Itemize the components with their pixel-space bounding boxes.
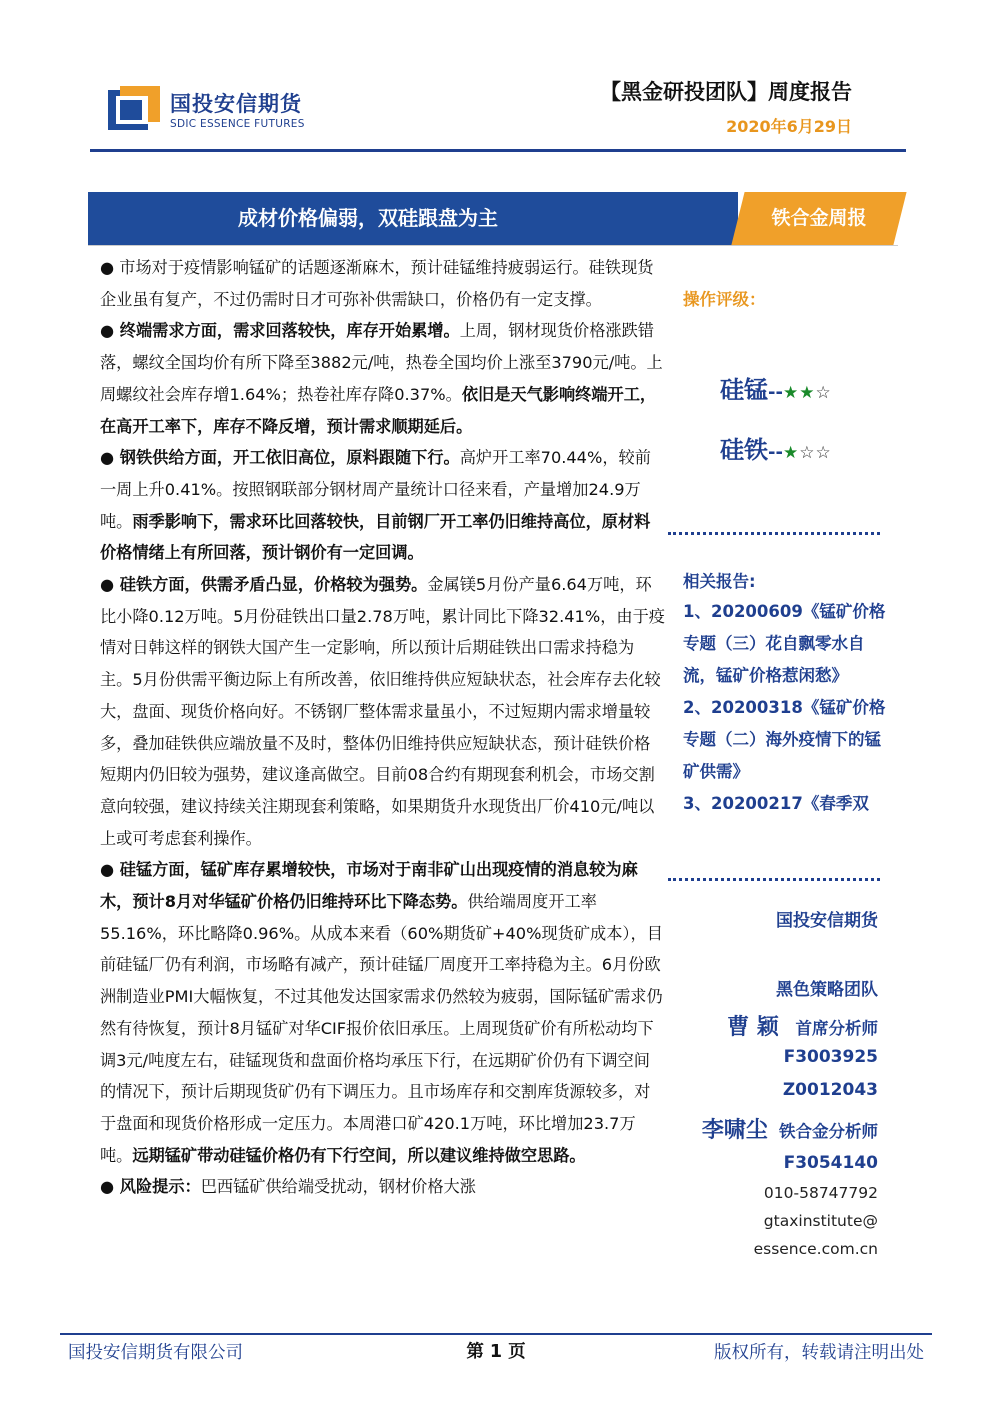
paragraph-supply <box>100 442 666 569</box>
star-empty-icon: ☆ <box>815 383 832 403</box>
contact-email-domain[interactable]: essence.com.cn <box>753 1240 878 1258</box>
paragraph-ferrosilicon <box>100 569 666 854</box>
risk-heading: ● 风险提示： <box>100 1177 201 1197</box>
logo-text-en: SDIC ESSENCE FUTURES <box>170 118 305 130</box>
category-tag-label: 铁合金周报 <box>771 207 867 229</box>
banner-underline <box>88 245 898 246</box>
page-number: 第 1 页 <box>466 1342 526 1362</box>
analyst-1 <box>727 1010 878 1041</box>
report-headline: 成材价格偏弱，双硅跟盘为主 <box>238 206 498 230</box>
rating-ferrosilicon <box>720 430 832 465</box>
rating-dash: -- <box>768 442 783 463</box>
paragraph-silicomanganese <box>100 854 666 1171</box>
analyst-name: 曹 颖 <box>727 1015 779 1040</box>
rating-label: 操作评级： <box>683 290 766 309</box>
contact-email[interactable]: gtaxinstitute@ <box>763 1212 878 1230</box>
ferrosilicon-text: 金属镁5月份产量6.64万吨，环比小降0.12万吨。5月份硅铁出口量2.78万吨，累计同比下降32.41%，由于疫情对日韩这样的钢铁大国产生一定影响，所以预计后期硅铁出口需求持稳为主。5月份供需平衡边际上有所改善，依旧维持供应短缺状态，社会库存去化较大，盘面、现货价格向好。不锈钢厂整体需求量虽小，不过短期内需求增量较多，叠加硅铁供应端放量不及时，整体仍旧维持供应短缺状态，预计硅铁价格短期内仍旧较为强势，建议逢高做空。目前08合约有期现套利机会，市场交割意向较强，建议持续关注期现套利策略，如果期货升水现货出厂价410元/吨以上或可考虑套利操作。 <box>100 575 665 848</box>
silicomanganese-heading: ● 硅锰方面，锰矿库存累增较快，市场对于南非矿山出现疫情的消息较为麻木，预计8月对华锰矿价格仍旧维持环比下降态势。 <box>100 860 638 912</box>
paragraph-summary: ● 市场对于疫情影响锰矿的话题逐渐麻木，预计硅锰维持疲弱运行。硅铁现货企业虽有复产，不过仍需时日才可弥补供需缺口，价格仍有一定支撑。 <box>100 258 654 309</box>
star-empty-icon: ☆☆ <box>799 443 832 463</box>
header-divider <box>90 149 906 152</box>
firm-name: 国投安信期货 <box>776 911 878 931</box>
rating-dash: -- <box>768 382 783 403</box>
supply-text: 高炉开工率70.44%，较前一周上升0.41%。按照钢联部分钢材周产量统计口径来看，产量增加24.9万吨。 <box>100 448 651 531</box>
analyst-license: Z0012043 <box>782 1080 878 1100</box>
related-reports-title: 相关报告: <box>683 572 756 591</box>
analyst-license: F3054140 <box>783 1153 878 1173</box>
silicomanganese-conclusion: 远期锰矿带动硅锰价格仍有下行空间，所以建议维持做空思路。 <box>132 1145 586 1165</box>
paragraph-risk <box>100 1171 666 1203</box>
logo-icon <box>108 86 160 132</box>
silicomanganese-text: 供给端周度开工率55.16%，环比略降0.96%。从成本来看（60%期货矿+40%现货矿成本），目前硅锰厂仍有利润，市场略有减产，预计硅锰厂周度开工率持稳为主。6月份欧洲制造业PMI大幅恢复，不过其他发达国家需求仍然较为疲弱，国际锰矿需求仍然有待恢复，预计8月锰矿对华CIF报价依旧承压。上周现货矿价有所松动均下调3元/吨度左右，硅锰现货和盘面价格均承压下行，在远期矿价仍有下调空间的情况下，预计后期现货矿仍有下调压力。且市场库存和交割库货源较多，对于盘面和现货价格形成一定压力。本周港口矿420.1万吨，环比增加23.7万吨。 <box>100 892 663 1165</box>
contact-phone: 010-58747792 <box>763 1184 878 1202</box>
rating-name: 硅锰 <box>720 376 768 404</box>
demand-text: 上周，钢材现货价格涨跌错落，螺纹全国均价有所下降至3882元/吨，热卷全国均价上涨至3790元/吨。上周螺纹社会库存增1.64%；热卷社库存降0.37%。 <box>100 321 663 404</box>
analyst-role: 铁合金分析师 <box>779 1122 878 1141</box>
demand-heading: ● 终端需求方面，需求回落较快，库存开始累增。 <box>100 321 460 341</box>
rating-name: 硅铁 <box>720 436 768 464</box>
related-report-link[interactable]: 2、20200318《锰矿价格专题（二）海外疫情下的锰矿供需》 <box>683 698 886 781</box>
demand-conclusion: 依旧是天气影响终端开工，在高开工率下，库存不降反增，预计需求顺期延后。 <box>100 384 657 436</box>
supply-heading: ● 钢铁供给方面，开工依旧高位，原料跟随下行。 <box>100 448 460 468</box>
star-filled-icon: ★ <box>782 443 800 463</box>
analyst-name: 李啸尘 <box>701 1118 768 1143</box>
report-date: 2020年6月29日 <box>726 117 852 136</box>
logo-text-cn: 国投安信期货 <box>170 92 302 116</box>
star-filled-icon: ★★ <box>782 383 816 403</box>
ferrosilicon-heading: ● 硅铁方面，供需矛盾凸显，价格较为强势。 <box>100 575 428 595</box>
rating-silicomanganese <box>720 370 832 405</box>
report-title: 【黑金研投团队】周度报告 <box>600 80 852 104</box>
analyst-2 <box>702 1113 878 1144</box>
analyst-license: F3003925 <box>783 1047 878 1067</box>
related-report-link[interactable]: 3、20200217《春季双 <box>683 794 869 813</box>
footer-company: 国投安信期货有限公司 <box>68 1343 243 1363</box>
related-reports-list <box>683 596 888 820</box>
supply-conclusion: 雨季影响下，需求环比回落较快，目前钢厂开工率仍旧维持高位，原材料价格情绪上有所回落，预计钢价有一定回调。 <box>100 511 651 563</box>
footer-copyright: 版权所有，转载请注明出处 <box>714 1343 924 1363</box>
dotted-divider <box>668 532 880 535</box>
dotted-divider <box>668 878 880 881</box>
analyst-role: 首席分析师 <box>795 1019 878 1038</box>
related-report-link[interactable]: 1、20200609《锰矿价格专题（三）花自飘零水自流，锰矿价格惹闲愁》 <box>683 602 886 685</box>
main-body <box>100 252 666 1203</box>
paragraph-demand <box>100 315 666 442</box>
footer-divider <box>60 1333 932 1335</box>
risk-text: 巴西锰矿供给端受扰动，钢材价格大涨 <box>200 1177 476 1197</box>
team-name: 黑色策略团队 <box>776 980 878 1000</box>
